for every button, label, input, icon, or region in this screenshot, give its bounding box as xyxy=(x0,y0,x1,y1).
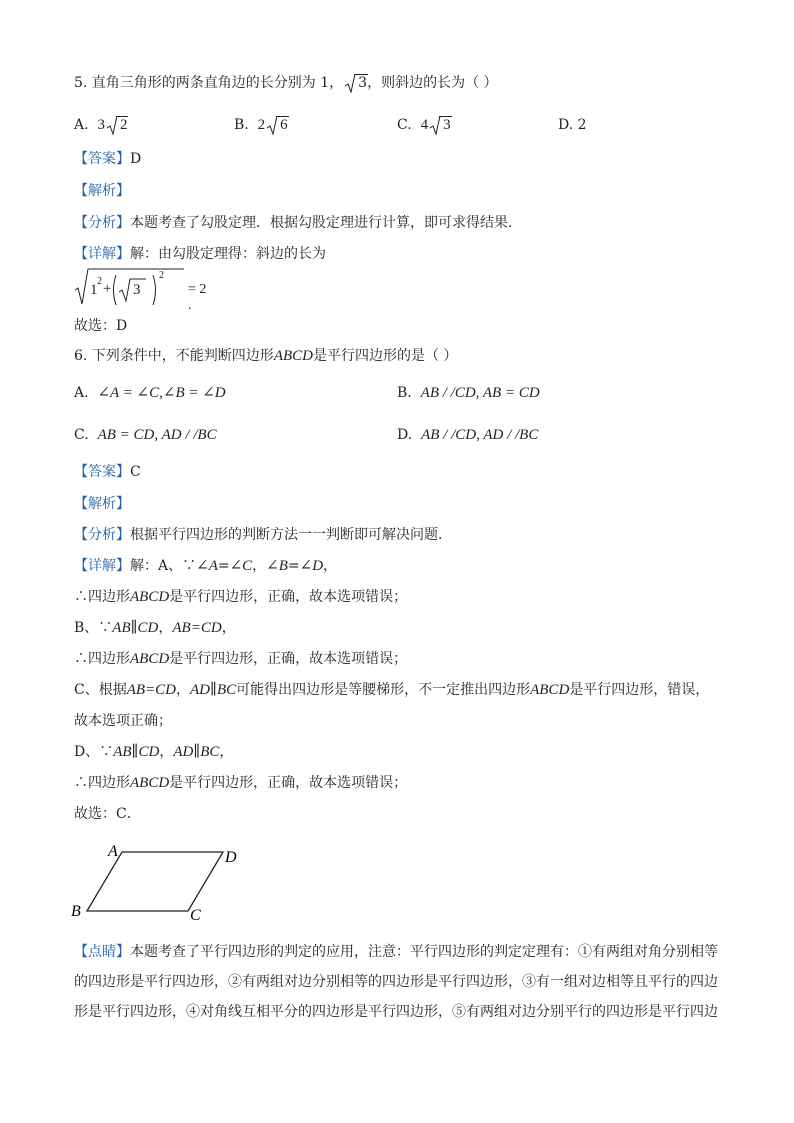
vertex-a-label: A xyxy=(108,843,118,860)
q5-stem: 5. 直角三角形的两条直角边的长分别为 1， 3，则斜边的长为（ ） xyxy=(74,75,498,91)
q6-fenxi: 【分析】根据平行四边形的判断方法一一判断即可解决问题． xyxy=(74,527,452,543)
parallelogram-shape xyxy=(87,852,223,911)
q6-xiangjie-line-1: 【详解】解：A、∵∠A=∠C，∠B=∠D， xyxy=(74,558,338,574)
q5-option-c: C. 4 3 xyxy=(397,117,451,133)
q6-answer: 【答案】C xyxy=(74,464,141,480)
q5-option-b: B. 2 6 xyxy=(234,117,288,133)
q6-line-5: C、根据AB=CD，AD∥BC可能得出四边形是等腰梯形，不一定推出四边形ABCD是平行四边形，错误， xyxy=(74,682,710,698)
q5-formula: 1 2 + 3 2 = 2 . xyxy=(72,266,212,310)
q6-line-2: ∴四边形ABCD是平行四边形，正确，故本选项错误； xyxy=(74,589,408,605)
q6-option-a: A. ∠A = ∠C,∠B = ∠D xyxy=(74,385,226,401)
q6-line-9: 故选：C． xyxy=(74,806,141,822)
q6-line-3: B、∵AB∥CD，AB=CD， xyxy=(74,620,236,636)
sqrt-3: 3 xyxy=(345,73,367,93)
q5-guxuan: 故选：D xyxy=(74,318,128,334)
q6-line-7: D、∵AB∥CD，AD∥BC， xyxy=(74,744,234,760)
vertex-d-label: D xyxy=(225,849,237,866)
q6-dianjing-line-1: 【点睛】本题考查了平行四边形的判定的应用，注意：平行四边形的判定定理有：①有两组对角分别相等 xyxy=(74,944,718,960)
q5-option-d: D. 2 xyxy=(558,117,587,133)
vertex-b-label: B xyxy=(71,903,81,920)
q6-option-d: D. AB / /CD, AD / /BC xyxy=(397,427,539,443)
q5-xiangjie: 【详解】解：由勾股定理得：斜边的长为 xyxy=(74,246,326,262)
q6-stem: 6. 下列条件中，不能判断四边形ABCD是平行四边形的是（ ） xyxy=(74,348,458,364)
q5-fenxi: 【分析】本题考查了勾股定理．根据勾股定理进行计算，即可求得结果． xyxy=(74,215,522,231)
q6-option-c: C. AB = CD, AD / /BC xyxy=(74,427,217,443)
q6-dianjing-line-3: 形是平行四边形，④对角线互相平分的四边形是平行四边形，⑤有两组对边分别平行的四边形是平行四边 xyxy=(74,1004,718,1020)
q5-jiexi: 【解析】 xyxy=(74,183,130,199)
q6-dianjing-line-2: 的四边形是平行四边形，②有两组对边分别相等的四边形是平行四边形，③有一组对边相等且平行的四边 xyxy=(74,974,718,990)
q6-option-b: B. AB / /CD, AB = CD xyxy=(397,385,540,401)
q6-jiexi: 【解析】 xyxy=(74,496,130,512)
vertex-c-label: C xyxy=(190,907,201,924)
q5-option-a: A. 3 2 xyxy=(74,117,128,133)
parallelogram-figure xyxy=(66,836,266,926)
q5-answer: 【答案】D xyxy=(74,151,142,167)
q6-line-8: ∴四边形ABCD是平行四边形，正确，故本选项错误； xyxy=(74,775,408,791)
q6-line-6: 故本选项正确； xyxy=(74,713,172,729)
q6-line-4: ∴四边形ABCD是平行四边形，正确，故本选项错误； xyxy=(74,651,408,667)
